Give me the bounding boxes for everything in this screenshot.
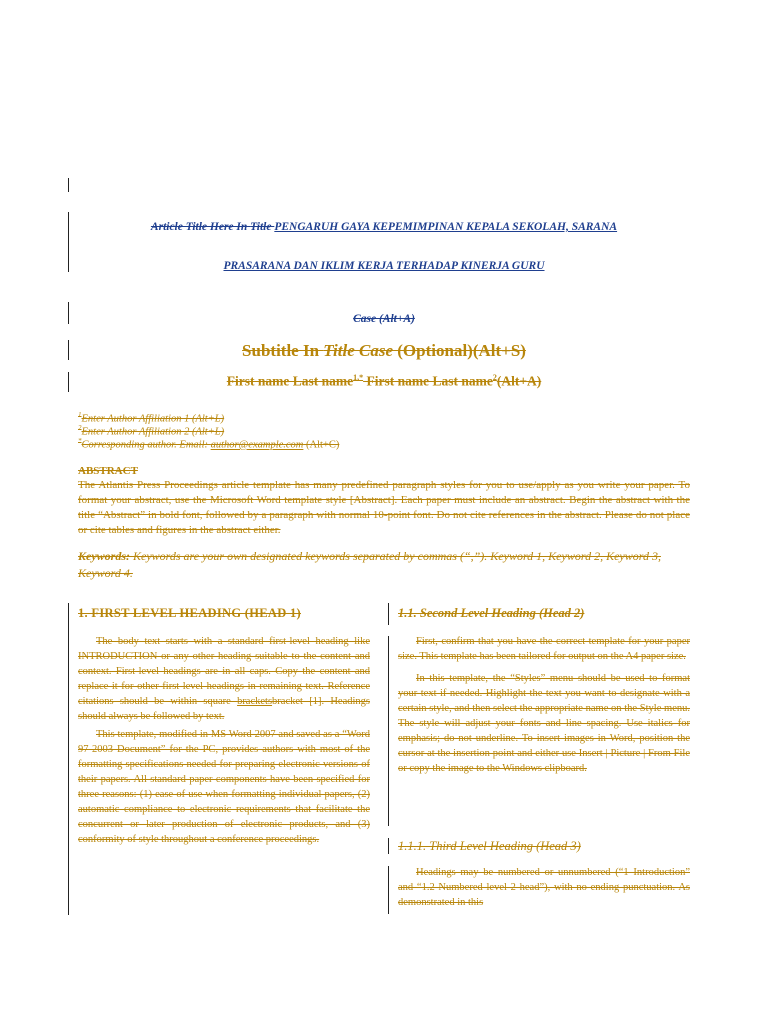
change-bar bbox=[68, 603, 69, 915]
heading-level-3: 1.1.1. Third Level Heading (Head 3) bbox=[398, 839, 581, 853]
paragraph: Headings may be numbered or unnumbered (“1 Introduction” and “1.2 Numbered level 2 head”), with no ending punctuation. As demonstrated in this bbox=[398, 867, 690, 908]
article-title-line-3: Case (Alt+A) bbox=[353, 313, 415, 325]
affiliation-2: $^2$Enter Author Affiliation 2 (Alt+L) bbox=[78, 424, 225, 438]
subtitle: Subtitle In Title Case (Optional)(Alt+S) bbox=[242, 341, 526, 360]
heading-level-2: 1.1. Second Level Heading (Head 2) bbox=[398, 606, 585, 620]
keywords: Keywords: Keywords are your own designated keywords separated by commas (“,”). Keyword 1, Keyword 2, Keyword 3, Keyword 4. bbox=[78, 549, 661, 580]
article-title-line-1: Article Title Here In Title PENGARUH GAYA KEPEMIMPINAN KEPALA SEKOLAH, SARANA bbox=[150, 221, 618, 233]
change-bar bbox=[388, 636, 389, 826]
abstract-heading: ABSTRACT bbox=[78, 465, 138, 477]
heading-level-1: 1. FIRST LEVEL HEADING (HEAD 1) bbox=[78, 606, 301, 620]
affiliation-1: $^1$Enter Author Affiliation 1 (Alt+L) bbox=[78, 411, 225, 425]
article-title-line-2: PRASARANA DAN IKLIM KERJA TERHADAP KINERJA GURU bbox=[223, 260, 545, 272]
left-column-body bbox=[78, 634, 370, 847]
paragraph: The body text starts with a standard first-level heading like INTRODUCTION or any other heading suitable to the content and context. First-level headings are in all caps. Copy the content and replace it for other first-level headings in remaining text. Reference citations should be within square bracketsbracket [1]. Headings should always be followed by text. bbox=[78, 636, 370, 722]
change-bar bbox=[388, 603, 389, 625]
change-bar bbox=[388, 866, 389, 914]
abstract-body: The Atlantis Press Proceedings article template has many predefined paragraph styles for you to use/apply as you write your paper. To format your abstract, use the Microsoft Word template style [Abstract]. Each paper must include an abstract. Begin the abstract with the title “Abstract” in bold font, followed by a paragraph with normal 10-point font. Do not cite references in the abstract. Please do not place or cite tables and figures in the abstract either. bbox=[78, 479, 690, 536]
author-line: First name Last name$^{1,*}$ First name Last name$^2$(Alt+A) bbox=[226, 373, 542, 389]
change-bar bbox=[388, 838, 389, 854]
author-email-link[interactable]: author@example.com bbox=[210, 439, 304, 451]
paragraph: This template, modified in MS Word 2007 and saved as a “Word 97-2003 Document” for the PC, provides authors with most of the formatting specifications needed for preparing electronic versions of their papers. All standard paper components have been specified for three reasons: (1) ease of use when formatting individual papers, (2) automatic compliance to electronic requirements that facilitate the concurrent or later production of electronic products, and (3) conformity of style throughout a conference proceedings. bbox=[78, 729, 370, 845]
paragraph: First, confirm that you have the correct template for your paper size. This template has been tailored for output on the A4 paper size. bbox=[398, 636, 690, 662]
corresponding-author: *Corresponding author. Email: author@example.com (Alt+C) bbox=[78, 437, 340, 451]
right-column-body bbox=[398, 634, 690, 776]
change-bar bbox=[68, 178, 69, 192]
right-column-body-2 bbox=[398, 865, 690, 910]
paragraph: In this template, the “Styles” menu should be used to format your text if needed. Highlight the text you want to designate with a certain style, and then select the appropriate name on the Style menu. The style will adjust your fonts and line spacing. Use italics for emphasis; do not underline. To insert images in Word, position the cursor at the insertion point and either use Insert | Picture | From File or copy the image to the Windows clipboard. bbox=[398, 673, 690, 774]
